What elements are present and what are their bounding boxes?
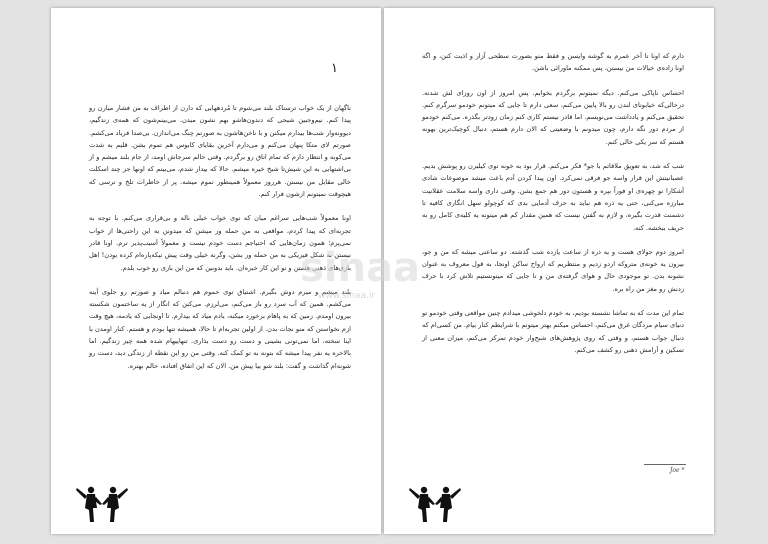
paragraph: امروز دوم جولای هست و یه ذره از ساعت یازده شب گذشته. دو ساعتی میشه که من و جو، بیرون یه خونه‌ی متروکه اردو زدیم و منتظریم که ارواح ساکن اونجا، به قول معروف به عنوان نشونه بدن. تو موجودی حال و هوای گرفته‌ی من و تا جایی که میتونستیم تلاش کرد با حرف زدنش رو مغز من راه بره. <box>422 247 684 293</box>
paragraph: ناگهان از یک خواب ترسناک بلند می‌شوم تا مُردههایی که دارن از اطراف به من فشار میارن رو پیدا کنم. نیم‌وجبین شبحی که دندون‌هاشو بهم نشون میدن. می‌بینم‌شون که همه‌ی زندگیم، دیوونه‌وار شب‌ها بیدارم میکنن و با ناخن‌هاشون به صورتم چنگ می‌اندازن. بی‌صدا فریاد می‌کشم. صورتم لای متکا پنهان می‌کنم و می‌دارم آخرین بقایای کابوس هم تموم بشن. قلبم به شدت می‌کوبه و انتظار دارم که تمام اتاق رو برگردم. وقتی حالم سرجاش اومد، از جام بلند میشم و از بی‌اشتهایی به این شیش‌تا شیخ خیره میشم. حالا که بیدار شدم، می‌بینم که اونها جز چند اسکلت خالی مقابل من نیستن. هرروز معمولاً همینطور تموم میشه. پر از خاطرات تلخ و ترسی که هیچوقت نمیتونم ازشون فرار کنم. <box>89 104 351 199</box>
left-page <box>51 8 381 534</box>
footnote: Joe * <box>670 467 685 474</box>
page-number: ۱ <box>331 61 338 76</box>
right-text-block <box>422 50 684 356</box>
paragraph: بلند میشم و میرم دوش بگیرم. اشتیاق توی حموم هم دنبالم میاد و صورتم رو جلوی آینه می‌کشم. همین که آب سرد رو باز می‌کنم، می‌لرزم. می‌کنن که انگار از یه ساختمون شکسته بیرون اومدم. زمین که به پاهام برخورد میکنه، یادم میاد که بیدارم. تا اونجایی که یادمه، هیچ وقت ازم نخواستن که منو نجات بدن. از اولین تجربه‌ام تا حالا، همیشه تنها بودم و هستم. کنار اومدن با اینا سخته، اما نمی‌تونی بشینی و دست رو دست بذاری. تنهاییهام شده همه چیز زندگیم. اما بالاخره یه نفر پیدا میشه که بتونه به تو کمک کنه. وقتی من رو این نقطه از زندگی دید، دست رو شونه‌ام گذاشت و گفت: بلند شو بیا پیش من. الان که این اتفاق افتاده، حالم بهتره. <box>89 287 351 370</box>
paragraph: دارم که اونا تا آخر عمرم به گوشه وایسن و فقط منو بصورت سطحی آزار و اذیت کنن، و اگه اونا زاده‌ی خیالات من نیستن، پس ممکنه ماورائی باشن. <box>422 52 684 73</box>
twin-figures-ornament-icon <box>71 484 133 524</box>
watermark-url: www.sinaa.ir <box>318 291 376 301</box>
paragraph: تمام این مدت که به تماشا نشسته بودیم، به خودم دلخوشی میدادم چنین مواقعی وقتی خودمو تو دنیای سیام مردگان غرق می‌کنم، احساس میکنم بهتر میتونم با شرایطم کنار بیام. من کسی‌ام که دنبال جواب هستم، و وقتی که روی پژوهش‌های شبح‌وار خودم تمرکز می‌کنم، میزان معنی از تسکین و آرامش ذهنی رو کشف می‌کنم. <box>422 309 684 354</box>
right-page <box>384 8 714 534</box>
left-text-block <box>89 102 351 372</box>
twin-figures-ornament-icon <box>404 484 466 524</box>
paragraph: شب که شد، به تعویق ملاقاتم با جو* فکر می‌کنم. قرار بود به خونه توی کیلبرن رو پوشش بدیم. عصبانیتش این قرار واسه جو فرقی نمی‌کرد. اون پیدا کردن آدم باعث میشد موضوعات شادی آشکارا تو چهره‌ی او فوراً بپره و هستون دور هم جمع بشن. وقتی داری واسه سلامت عقلانیت مبارزه می‌کنی، حتی یه ذره هم نباید به حرف آدمایی بدی که کوچولو سهل انگاری کافیه تا دشمنت قدرت بگیره، و لازم به گفتن نیست که همین مقدار کم هم میتونه یه کلیه‌ی کامل رو به حریف ببخشه. کنه. <box>422 162 684 232</box>
watermark-logo-text: sinaa <box>300 245 420 291</box>
paragraph: اونا معمولاً شب‌هایی سراغم میان که توی خواب خیلی ناله و بی‌قراری می‌کنم. با توجه به تجربه‌ای که پیدا کردم، مواقعی به من حمله ور میشن که میدونن به این راحتی‌ها از خواب نمی‌پرم؛ همون زمان‌هایی که احتیاجم دست خودم نیست و معمولاً آسیب‌پذیر ترم. اونا قادر نیستن به شکل فیزیکی به من حمله ور بشن، وگرنه خیلی وقت پیش تیکه‌پاره‌ام کرده بودن! اهل بازی‌های ذهنی هستن و تو این کار خبره‌ان. باید بدونین که من این بازی رو خوب بلدم. <box>89 214 351 272</box>
footnote-divider <box>644 464 686 465</box>
paragraph: احساس ناپاکی می‌کنم. دیگه نمیتونم برگردم بخوابم. پس امروز از اون روزای لش شدنه. درحالی‌که خیابونای لندن رو بالا پایین می‌کنم، سعی دارم تا جایی که میتونم خودمو سرگرم کنم. تحقیق می‌کنم و یادداشت می‌نویسم. اما قادر نیستم کاری کنم زمان زودتر بگذره. می‌کنم خودمو از مردم دور نگه دارم، چون میدونم با وضعیتی که الان دارم هستم، دنبال کوچیک‌ترین بهونه هستم که سر یکی خالی کنم. <box>422 88 684 146</box>
